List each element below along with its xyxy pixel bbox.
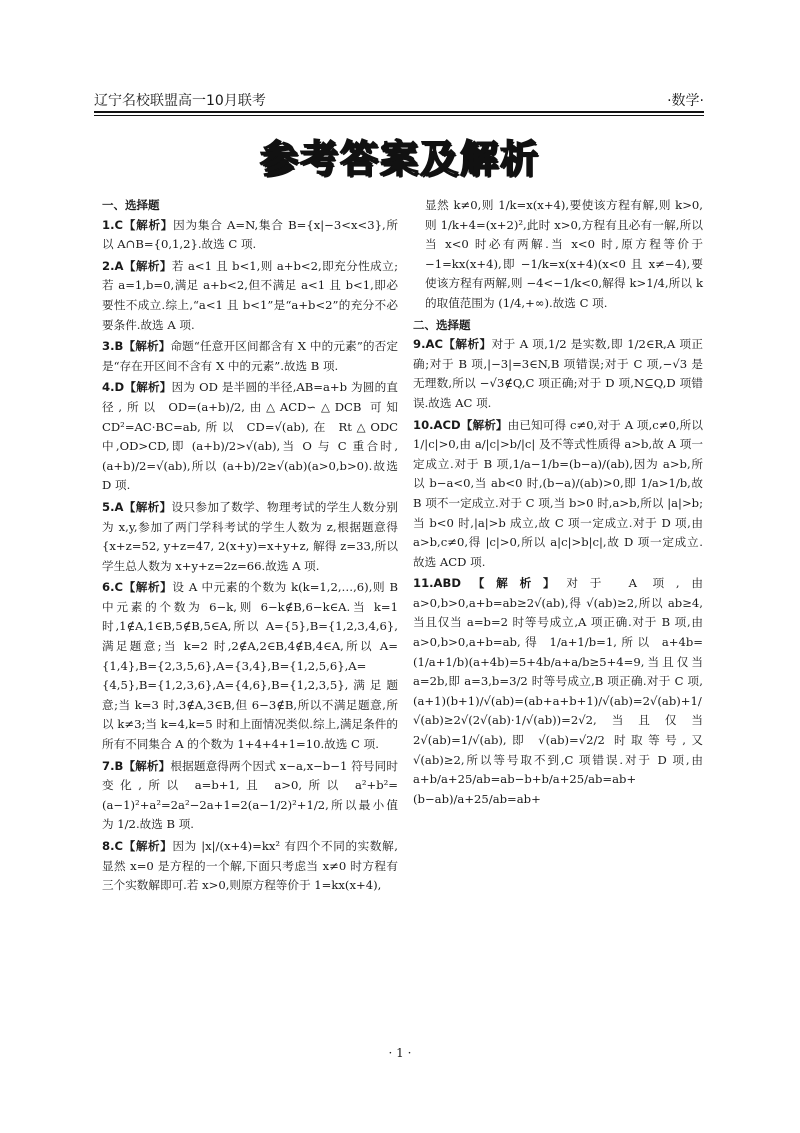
page-title: 参考答案及解析 bbox=[259, 137, 540, 181]
analysis-tag: 【解析】 bbox=[460, 417, 508, 432]
answer-text: 因为集合 A=N,集合 B={x|−3<x<3},所以 A∩B={0,1,2}.故选 C 项. bbox=[102, 217, 398, 252]
answer-text: 因为 OD 是半圆的半径,AB=a+b 为圆的直径,所以 OD=(a+b)/2,由△ACD∽△DCB 可知 CD²=AC·BC=ab,所以 CD=√(ab),在 Rt△ODC 中,OD>CD,即 (a+b)/2>√(ab),当 O 与 C 重合时,(a+b)/2=√(ab),所以 (a+b)/2≥√(ab)(a>0,b>0).故选 D 项. bbox=[102, 380, 398, 493]
answer-item bbox=[102, 757, 398, 835]
exam-name: 辽宁名校联盟高一10月联考 bbox=[94, 93, 266, 109]
answer-item bbox=[102, 378, 398, 496]
answer-number: 2.A bbox=[102, 258, 124, 273]
answer-text: 设 A 中元素的个数为 k(k=1,2,…,6),则 B 中元素的个数为 6−k,则 6−k∉B,6−k∈A.当 k=1 时,1∉A,1∈B,5∉B,5∈A,所以 A={5},B={1,2,3,4,6},满足题意;当 k=2 时,2∉A,2∈B,4∉B,4∈A,所以 A={1,4},B={2,3,5,6},A={3,4},B={1,2,5,6},A={4,5},B={1,2,3,6},A={4,6},B={1,2,3,5},满足题意;当 k=3 时,3∉A,3∈B,但 6−3∉B,所以不满足题意,所以 k≠3;当 k=4,k=5 时和上面情况类似.综上,满足条件的所有不同集合 A 的个数为 1+4+4+1=10.故选 C 项. bbox=[102, 580, 398, 752]
answer-text: 因为 |x|/(x+4)=kx² 有四个不同的实数解,显然 x=0 是方程的一个解,下面只考虑当 x≠0 时方程有三个实数解即可.若 x>0,则原方程等价于 1=kx(x+4), bbox=[102, 839, 398, 893]
answer-text: 命题“任意开区间都含有 X 中的元素”的否定是“存在开区间不含有 X 中的元素”.故选 B 项. bbox=[102, 339, 398, 373]
answer-number: 6.C bbox=[102, 580, 123, 595]
answer-number: 4.D bbox=[102, 380, 125, 395]
analysis-tag: 【解析】 bbox=[124, 380, 172, 395]
page-header bbox=[94, 86, 704, 110]
answer-item bbox=[413, 335, 703, 413]
answer-item bbox=[102, 337, 398, 376]
answer-number: 9.AC bbox=[413, 337, 443, 352]
answer-item bbox=[102, 257, 398, 335]
header-rule-thin bbox=[94, 115, 704, 116]
analysis-tag: 【解析】 bbox=[123, 758, 171, 773]
answer-item bbox=[102, 578, 398, 754]
answer-number: 7.B bbox=[102, 758, 124, 773]
subject-label: ·数学· bbox=[667, 93, 704, 109]
answer-number: 3.B bbox=[102, 339, 124, 354]
answer-item bbox=[413, 416, 703, 573]
left-column bbox=[102, 196, 398, 898]
answer-number: 1.C bbox=[102, 217, 123, 232]
answer-item bbox=[102, 216, 398, 255]
analysis-tag: 【解析】 bbox=[122, 839, 173, 853]
analysis-tag: 【解析】 bbox=[123, 339, 171, 354]
analysis-tag: 【解析】 bbox=[122, 217, 174, 232]
page-number: · 1 · bbox=[388, 1046, 412, 1060]
analysis-tag: 【解析】 bbox=[122, 580, 173, 595]
answer-text: 设只参加了数学、物理考试的学生人数分别为 x,y,参加了两门学科考试的学生人数为 z,根据题意得 {x+z=52, y+z=47, 2(x+y)=x+y+z, 解得 z=33,所以学生总人数为 x+y+z=2z=66.故选 A 项. bbox=[102, 499, 398, 573]
answer-text: 由已知可得 c≠0,对于 A 项,c≠0,所以 1/|c|>0,由 a/|c|>b/|c| 及不等式性质得 a>b,故 A 项一定成立.对于 B 项,1/a−1/b=(b−a)/(ab),因为 a>b,所以 b−a<0,当 ab<0 时,(b−a)/(ab)>0,即 1/a>1/b,故 B 项不一定成立.对于 C 项,当 b>0 时,a>b,所以 |a|>b;当 b<0 时,|a|>b 成立,故 C 项一定成立.对于 D 项,由 a>b,c≠0,得 |c|>0,所以 a|c|>b|c|,故 D 项一定成立.故选 ACD 项. bbox=[413, 417, 703, 569]
analysis-tag: 【解析】 bbox=[123, 258, 172, 273]
answer-text: 若 a<1 且 b<1,则 a+b<2,即充分性成立;若 a=1,b=0,满足 a+b<2,但不满足 a<1 且 b<1,即必要性不成立.综上,“a<1 且 b<1”是“a+b<2”的充分不必要条件.故选 A 项. bbox=[102, 258, 398, 332]
answer-text: 对于 A 项,1/2 是实数,即 1/2∈R,A 项正确;对于 B 项,|−3|=3∈N,B 项错误;对于 C 项,−√3 是无理数,所以 −√3∉Q,C 项正确;对于 D 项,N⊆Q,D 项错误.故选 AC 项. bbox=[413, 337, 703, 410]
right-column bbox=[413, 196, 703, 811]
section-heading: 一、选择题 bbox=[102, 198, 160, 212]
analysis-tag: 【解析】 bbox=[460, 576, 567, 591]
answer-item bbox=[102, 837, 398, 896]
answer-number: 5.A bbox=[102, 499, 124, 514]
answer-continuation: 显然 k≠0,则 1/k=x(x+4),要使该方程有解,则 k>0,则 1/k+4=(x+2)²,此时 x>0,方程有且必有一解,所以当 x<0 时必有两解.当 x<0 时,原方程等价于 −1=kx(x+4),即 −1/k=x(x+4)(x<0 且 x≠−4),要使该方程有两解,则 −4<−1/k<0,解得 k>1/4,所以 k 的取值范围为 (1/4,+∞).故选 C 项. bbox=[425, 198, 703, 310]
header-rule-thick bbox=[94, 111, 704, 113]
answer-item bbox=[413, 574, 703, 809]
analysis-tag: 【解析】 bbox=[123, 499, 172, 514]
answer-number: 10.ACD bbox=[413, 417, 461, 432]
analysis-tag: 【解析】 bbox=[442, 337, 492, 352]
answer-text: 根据题意得两个因式 x−a,x−b−1 符号同时变化,所以 a=b+1,且 a>0,所以 a²+b²=(a−1)²+a²=2a²−2a+1=2(a−1/2)²+1/2,所以最小值为 1/2.故选 B 项. bbox=[102, 758, 398, 832]
section-heading: 二、选择题 bbox=[413, 317, 471, 332]
answer-number: 11.ABD bbox=[413, 576, 461, 591]
answer-text: 对于 A 项,由 a>0,b>0,a+b=ab≥2√(ab),得 √(ab)≥2,所以 ab≥4,当且仅当 a=b=2 时等号成立,A 项正确.对于 B 项,由 a>0,b>0,a+b=ab,得 1/a+1/b=1,所以 a+4b=(1/a+1/b)(a+4b)=5+4b/a+a/b≥5+4=9,当且仅当 a=2b,即 a=3,b=3/2 时等号成立,B 项正确.对于 C 项,(a+1)(b+1)/√(ab)=(ab+a+b+1)/√(ab)=2√(ab)+1/√(ab)≥2√(2√(ab)·1/√(ab))=2√2,当且仅当 2√(ab)=1/√(ab),即 √(ab)=√2/2 时取等号,又 √(ab)≥2,所以等号取不到,C 项错误.对于 D 项,由 a+b/a+25/ab=ab−b+b/a+25/ab=ab+(b−ab)/a+25/ab=ab+ bbox=[413, 576, 703, 806]
answer-item bbox=[102, 498, 398, 576]
answer-number: 8.C bbox=[102, 839, 123, 853]
